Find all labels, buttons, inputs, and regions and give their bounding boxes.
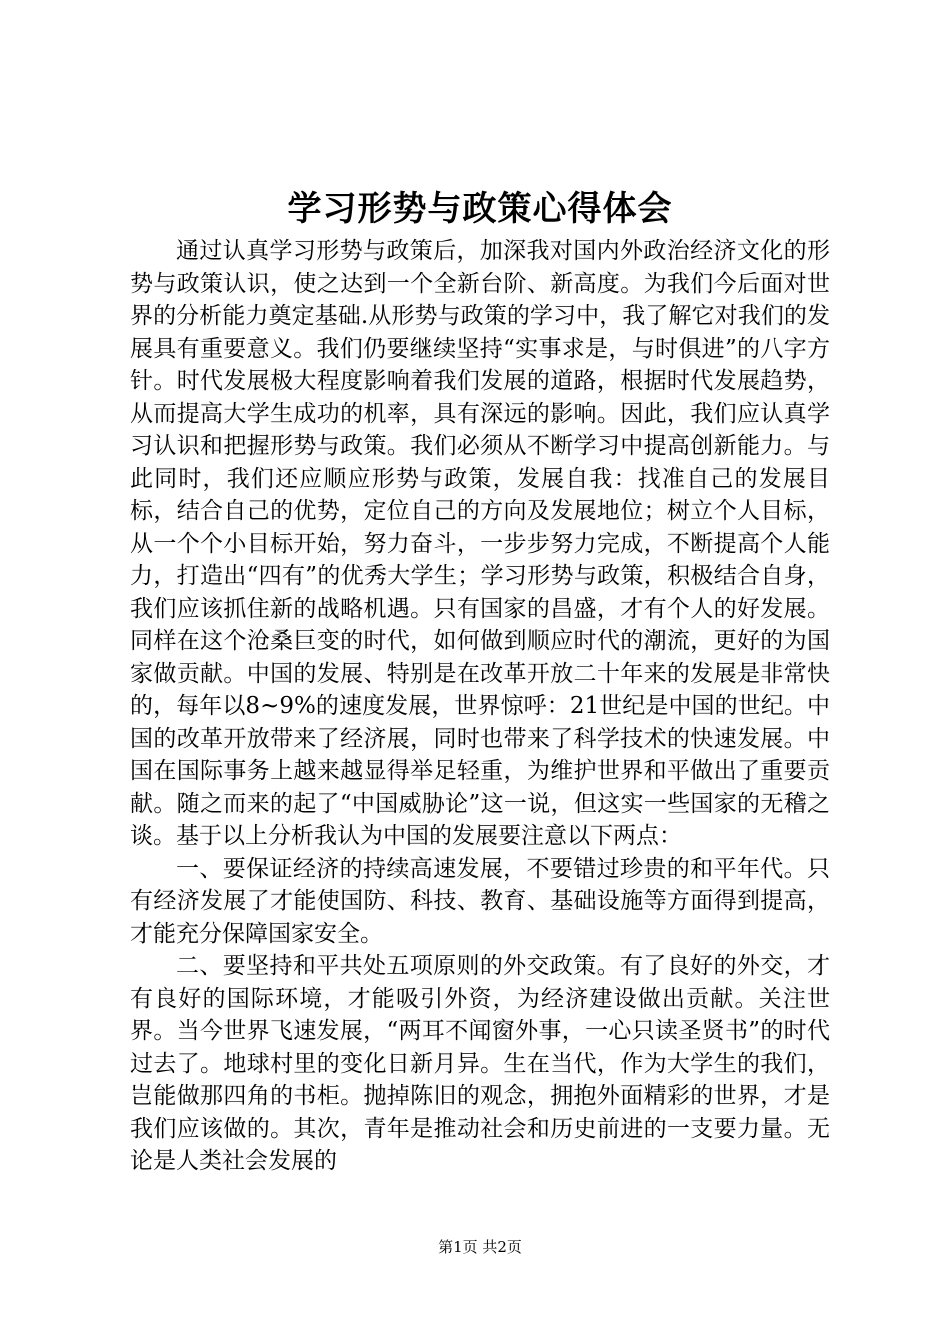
document-body bbox=[130, 235, 830, 1178]
document-title: 学习形势与政策心得体会 bbox=[287, 189, 673, 229]
page-number-footer: 第1页 共2页 bbox=[438, 1238, 522, 1256]
paragraph-point-one: 一、要保证经济的持续高速发展，不要错过珍贵的和平年代。只有经济发展了才能使国防、科技、教育、基础设施等方面得到提高，才能充分保障国家安全。 bbox=[130, 855, 830, 947]
paragraph-intro: 通过认真学习形势与政策后，加深我对国内外政治经济文化的形势与政策认识，使之达到一个全新台阶、新高度。为我们今后面对世界的分析能力奠定基础.从形势与政策的学习中，我了解它对我们的发展具有重要意义。我们仍要继续坚持“实事求是，与时俱进”的八字方针。时代发展极大程度影响着我们发展的道路，根据时代发展趋势，从而提高大学生成功的机率，具有深远的影响。因此，我们应认真学习认识和把握形势与政策。我们必须从不断学习中提高创新能力。与此同时，我们还应顺应形势与政策，发展自我：找准自己的发展目标，结合自己的优势，定位自己的方向及发展地位；树立个人目标，从一个个小目标开始，努力奋斗，一步步努力完成，不断提高个人能力，打造出“四有”的优秀大学生；学习形势与政策，积极结合自身，我们应该抓住新的战略机遇。只有国家的昌盛，才有个人的好发展。同样在这个沧桑巨变的时代，如何做到顺应时代的潮流，更好的为国家做贡献。中国的发展、特别是在改革开放二十年来的发展是非常快的，每年以8~9%的速度发展，世界惊呼：21世纪是中国的世纪。中国的改革开放带来了经济展，同时也带来了科学技术的快速发展。中国在国际事务上越来越显得举足轻重，为维护世界和平做出了重要贡献。随之而来的起了“中国威胁论”这一说，但这实一些国家的无稽之谈。基于以上分析我认为中国的发展要注意以下两点： bbox=[130, 238, 830, 849]
document-page bbox=[130, 0, 830, 1344]
paragraph-point-two: 二、要坚持和平共处五项原则的外交政策。有了良好的外交，才有良好的国际环境，才能吸引外资，为经济建设做出贡献。关注世界。当今世界飞速发展，“两耳不闻窗外事，一心只读圣贤书”的时代过去了。地球村里的变化日新月异。生在当代，作为大学生的我们，岂能做那四角的书柜。抛掉陈旧的观念，拥抱外面精彩的世界，才是我们应该做的。其次，青年是推动社会和历史前进的一支要力量。无论是人类社会发展的 bbox=[130, 953, 830, 1174]
